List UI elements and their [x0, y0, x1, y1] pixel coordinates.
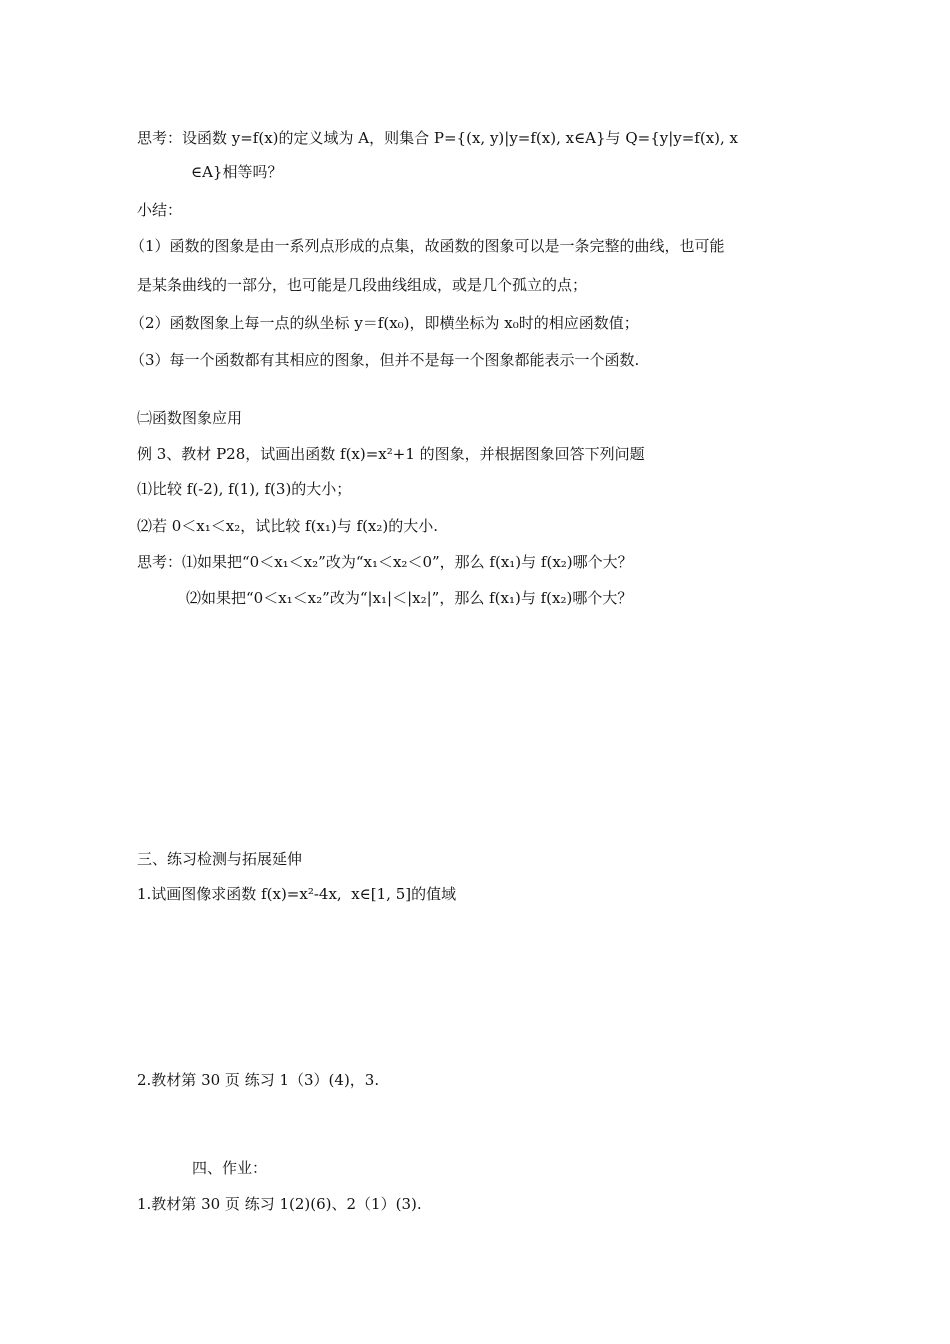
- exercise-2: 2.教材第 30 页 练习 1（3）(4)，3.: [137, 1071, 380, 1089]
- summary-item-2: （2）函数图象上每一点的纵坐标 y＝f(x₀)，即横坐标为 x₀时的相应函数值；: [130, 314, 639, 332]
- example-3: 例 3、教材 P28，试画出函数 f(x)=x²+1 的图象，并根据图象回答下列问题: [137, 445, 645, 463]
- summary-item-1b: 是某条曲线的一部分，也可能是几段曲线组成，或是几个孤立的点；: [137, 276, 588, 294]
- example-question-2: ⑵若 0＜x₁＜x₂，试比较 f(x₁)与 f(x₂)的大小.: [137, 517, 439, 535]
- summary-item-3: （3）每一个函数都有其相应的图象，但并不是每一个图象都能表示一个函数.: [130, 351, 640, 369]
- summary-title: 小结：: [137, 201, 183, 219]
- exercise-1: 1.试画图像求函数 f(x)=x²-4x, x∈[1, 5]的值域: [137, 885, 457, 903]
- section3-heading: 三、练习检测与拓展延伸: [137, 850, 303, 868]
- section4-heading: 四、作业：: [192, 1159, 268, 1177]
- summary-item-1a: （1）函数的图象是由一系列点形成的点集，故函数的图象可以是一条完整的曲线，也可能: [130, 237, 725, 255]
- think-question-line1: 思考：设函数 y=f(x)的定义域为 A，则集合 P={(x, y)|y=f(x), x∈A}与 Q={y|y=f(x), x: [137, 129, 739, 147]
- section2-heading: ㈡函数图象应用: [137, 409, 243, 427]
- think-variant-1: 思考：⑴如果把“0＜x₁＜x₂”改为“x₁＜x₂＜0”，那么 f(x₁)与 f(x₂)哪个大？: [137, 553, 633, 571]
- example-question-1: ⑴比较 f(-2), f(1), f(3)的大小；: [137, 480, 352, 498]
- think-question-line2: ∈A}相等吗？: [191, 163, 283, 181]
- think-variant-2: ⑵如果把“0＜x₁＜x₂”改为“|x₁|＜|x₂|”，那么 f(x₁)与 f(x₂)哪个大？: [186, 589, 633, 607]
- homework-1: 1.教材第 30 页 练习 1(2)(6)、2（1）(3).: [137, 1195, 422, 1213]
